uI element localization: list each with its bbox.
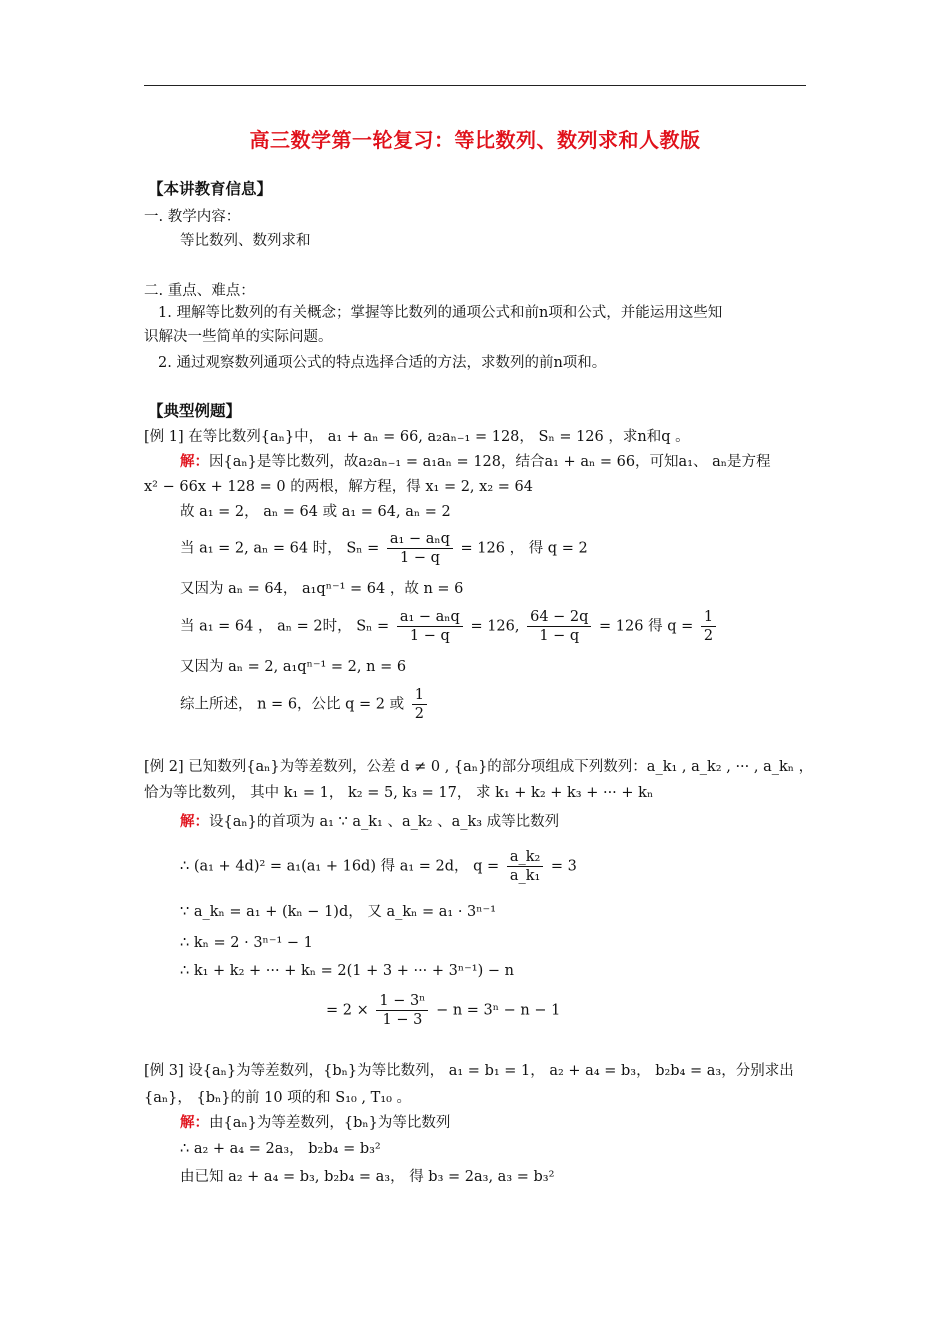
ex3-l1: 由{aₙ}为等差数列，{bₙ}为等比数列: [209, 1115, 451, 1131]
point1-line-a: 1. 理解等比数列的有关概念；掌握等比数列的通项公式和前n项和公式，并能运用这些知: [158, 305, 723, 321]
ex1-l6-fraction1: [397, 608, 463, 645]
ex1-l6-post: = 126 得 q =: [599, 618, 694, 635]
top-rule: [144, 85, 806, 86]
ex1-l2: x² − 66x + 128 = 0 的两根，解方程，得 x₁ = 2, x₂ = 64: [144, 479, 533, 495]
ex1-l4-fraction: [387, 530, 453, 567]
ex2-l6-post: − n = 3ⁿ − n − 1: [436, 1002, 561, 1019]
ex3-question-a: [例 3] 设{aₙ}为等差数列，{bₙ}为等比数列， a₁ = b₁ = 1， a₂ + a₄ = b₃， b₂b₄ = a₃，分别求出: [144, 1063, 794, 1079]
item2-label: 二. 重点、难点：: [144, 283, 255, 299]
ex2-l6-fraction: [376, 992, 428, 1029]
ex1-l6: [180, 608, 719, 645]
ex1-l6-fraction3: [701, 608, 716, 645]
ex1-l6-den1: 1 − q: [409, 628, 450, 644]
ex2-l6: [326, 992, 560, 1029]
ex2-question-b: 恰为等比数列， 其中 k₁ = 1， k₂ = 5, k₃ = 17， 求 k₁ + k₂ + k₃ + ··· + kₙ: [144, 785, 654, 801]
ex3-l3: 由已知 a₂ + a₄ = b₃, b₂b₄ = a₃， 得 b₃ = 2a₃, a₃ = b₃²: [180, 1169, 555, 1185]
ex2-l3: ∵ a_kₙ = a₁ + (kₙ − 1)d， 又 a_kₙ = a₁ · 3ⁿ⁻¹: [180, 904, 497, 920]
ex2-l6-pre: = 2 ×: [326, 1002, 369, 1019]
ex1-l6-num3: 1: [701, 608, 716, 627]
ex2-l2-den: a_k₁: [509, 868, 541, 884]
ex1-l4-pre: 当 a₁ = 2, aₙ = 64 时， Sₙ =: [180, 540, 380, 557]
ex1-l6-num2: 64 − 2q: [527, 608, 591, 627]
point2: 2. 通过观察数列通项公式的特点选择合适的方法，求数列的前n项和。: [158, 355, 607, 371]
ex2-l6-num: 1 − 3ⁿ: [376, 992, 428, 1011]
ex2-sol-line1: [180, 813, 559, 831]
ex1-sol-label: 解：: [180, 453, 209, 470]
ex2-l6-den: 1 − 3: [382, 1012, 423, 1028]
ex2-l2: [180, 848, 577, 885]
ex1-l8-num: 1: [412, 686, 427, 705]
ex2-question-a: [例 2] 已知数列{aₙ}为等差数列，公差 d ≠ 0 , {aₙ}的部分项组成下列数列：a_k₁ , a_k₂ , ··· , a_kₙ ，: [144, 759, 814, 775]
ex1-l8: [180, 686, 430, 723]
ex1-question: [例 1] 在等比数列{aₙ}中， a₁ + aₙ = 66, a₂aₙ₋₁ = 128， Sₙ = 126 ，求n和q 。: [144, 429, 690, 445]
ex2-l4: ∴ kₙ = 2 · 3ⁿ⁻¹ − 1: [180, 935, 313, 951]
ex2-l2-pre: ∴ (a₁ + 4d)² = a₁(a₁ + 16d) 得 a₁ = 2d， q =: [180, 858, 500, 875]
section-heading-examples: 【典型例题】: [148, 401, 242, 420]
ex1-l1: 因{aₙ}是等比数列，故a₂aₙ₋₁ = a₁aₙ = 128，结合a₁ + aₙ = 66，可知a₁、 aₙ是方程: [209, 454, 771, 470]
ex2-l5: ∴ k₁ + k₂ + ··· + kₙ = 2(1 + 3 + ··· + 3ⁿ⁻¹) − n: [180, 963, 514, 979]
ex1-l6-fraction2: [527, 608, 591, 645]
ex1-l4-den: 1 − q: [399, 550, 440, 566]
ex1-l8-fraction: [412, 686, 427, 723]
ex1-l6-den2: 1 − q: [539, 628, 580, 644]
ex3-l2: ∴ a₂ + a₄ = 2a₃， b₂b₄ = b₃²: [180, 1141, 381, 1157]
section-heading-info: 【本讲教育信息】: [148, 179, 273, 198]
point1-line-b: 识解决一些简单的实际问题。: [144, 329, 333, 345]
ex3-sol-line1: [180, 1114, 450, 1132]
ex3-sol-label: 解：: [180, 1114, 209, 1131]
ex3-question-b: {aₙ}， {bₙ}的前 10 项的和 S₁₀ , T₁₀ 。: [144, 1090, 412, 1106]
ex1-l6-den3: 2: [703, 628, 714, 644]
ex1-l6-mid: = 126,: [470, 618, 520, 635]
ex2-l1: 设{aₙ}的首项为 a₁ ∵ a_k₁ 、a_k₂ 、a_k₃ 成等比数列: [209, 814, 560, 830]
ex1-l5: 又因为 aₙ = 64， a₁qⁿ⁻¹ = 64 ，故 n = 6: [180, 581, 464, 597]
ex1-l4-num: a₁ − aₙq: [387, 530, 453, 549]
ex1-l4: [180, 530, 588, 567]
ex1-l8-pre: 综上所述， n = 6，公比 q = 2 或: [180, 696, 405, 713]
ex1-l6-num1: a₁ − aₙq: [397, 608, 463, 627]
ex1-l6-pre: 当 a₁ = 64 ， aₙ = 2时， Sₙ =: [180, 618, 390, 635]
ex1-l7: 又因为 aₙ = 2, a₁qⁿ⁻¹ = 2, n = 6: [180, 659, 407, 675]
ex1-sol-line1: [180, 453, 771, 471]
ex2-l2-fraction: [507, 848, 544, 885]
item1-label: 一. 教学内容：: [144, 209, 241, 225]
page-title: 高三数学第一轮复习：等比数列、数列求和人教版: [249, 128, 701, 152]
ex1-l4-post: = 126 ， 得 q = 2: [460, 540, 588, 557]
ex2-l2-post: = 3: [550, 858, 577, 875]
item1-text: 等比数列、数列求和: [180, 233, 311, 249]
ex1-l3: 故 a₁ = 2， aₙ = 64 或 a₁ = 64, aₙ = 2: [180, 504, 451, 520]
ex2-l2-num: a_k₂: [507, 848, 544, 867]
ex2-sol-label: 解：: [180, 813, 209, 830]
ex1-l8-den: 2: [414, 706, 424, 722]
